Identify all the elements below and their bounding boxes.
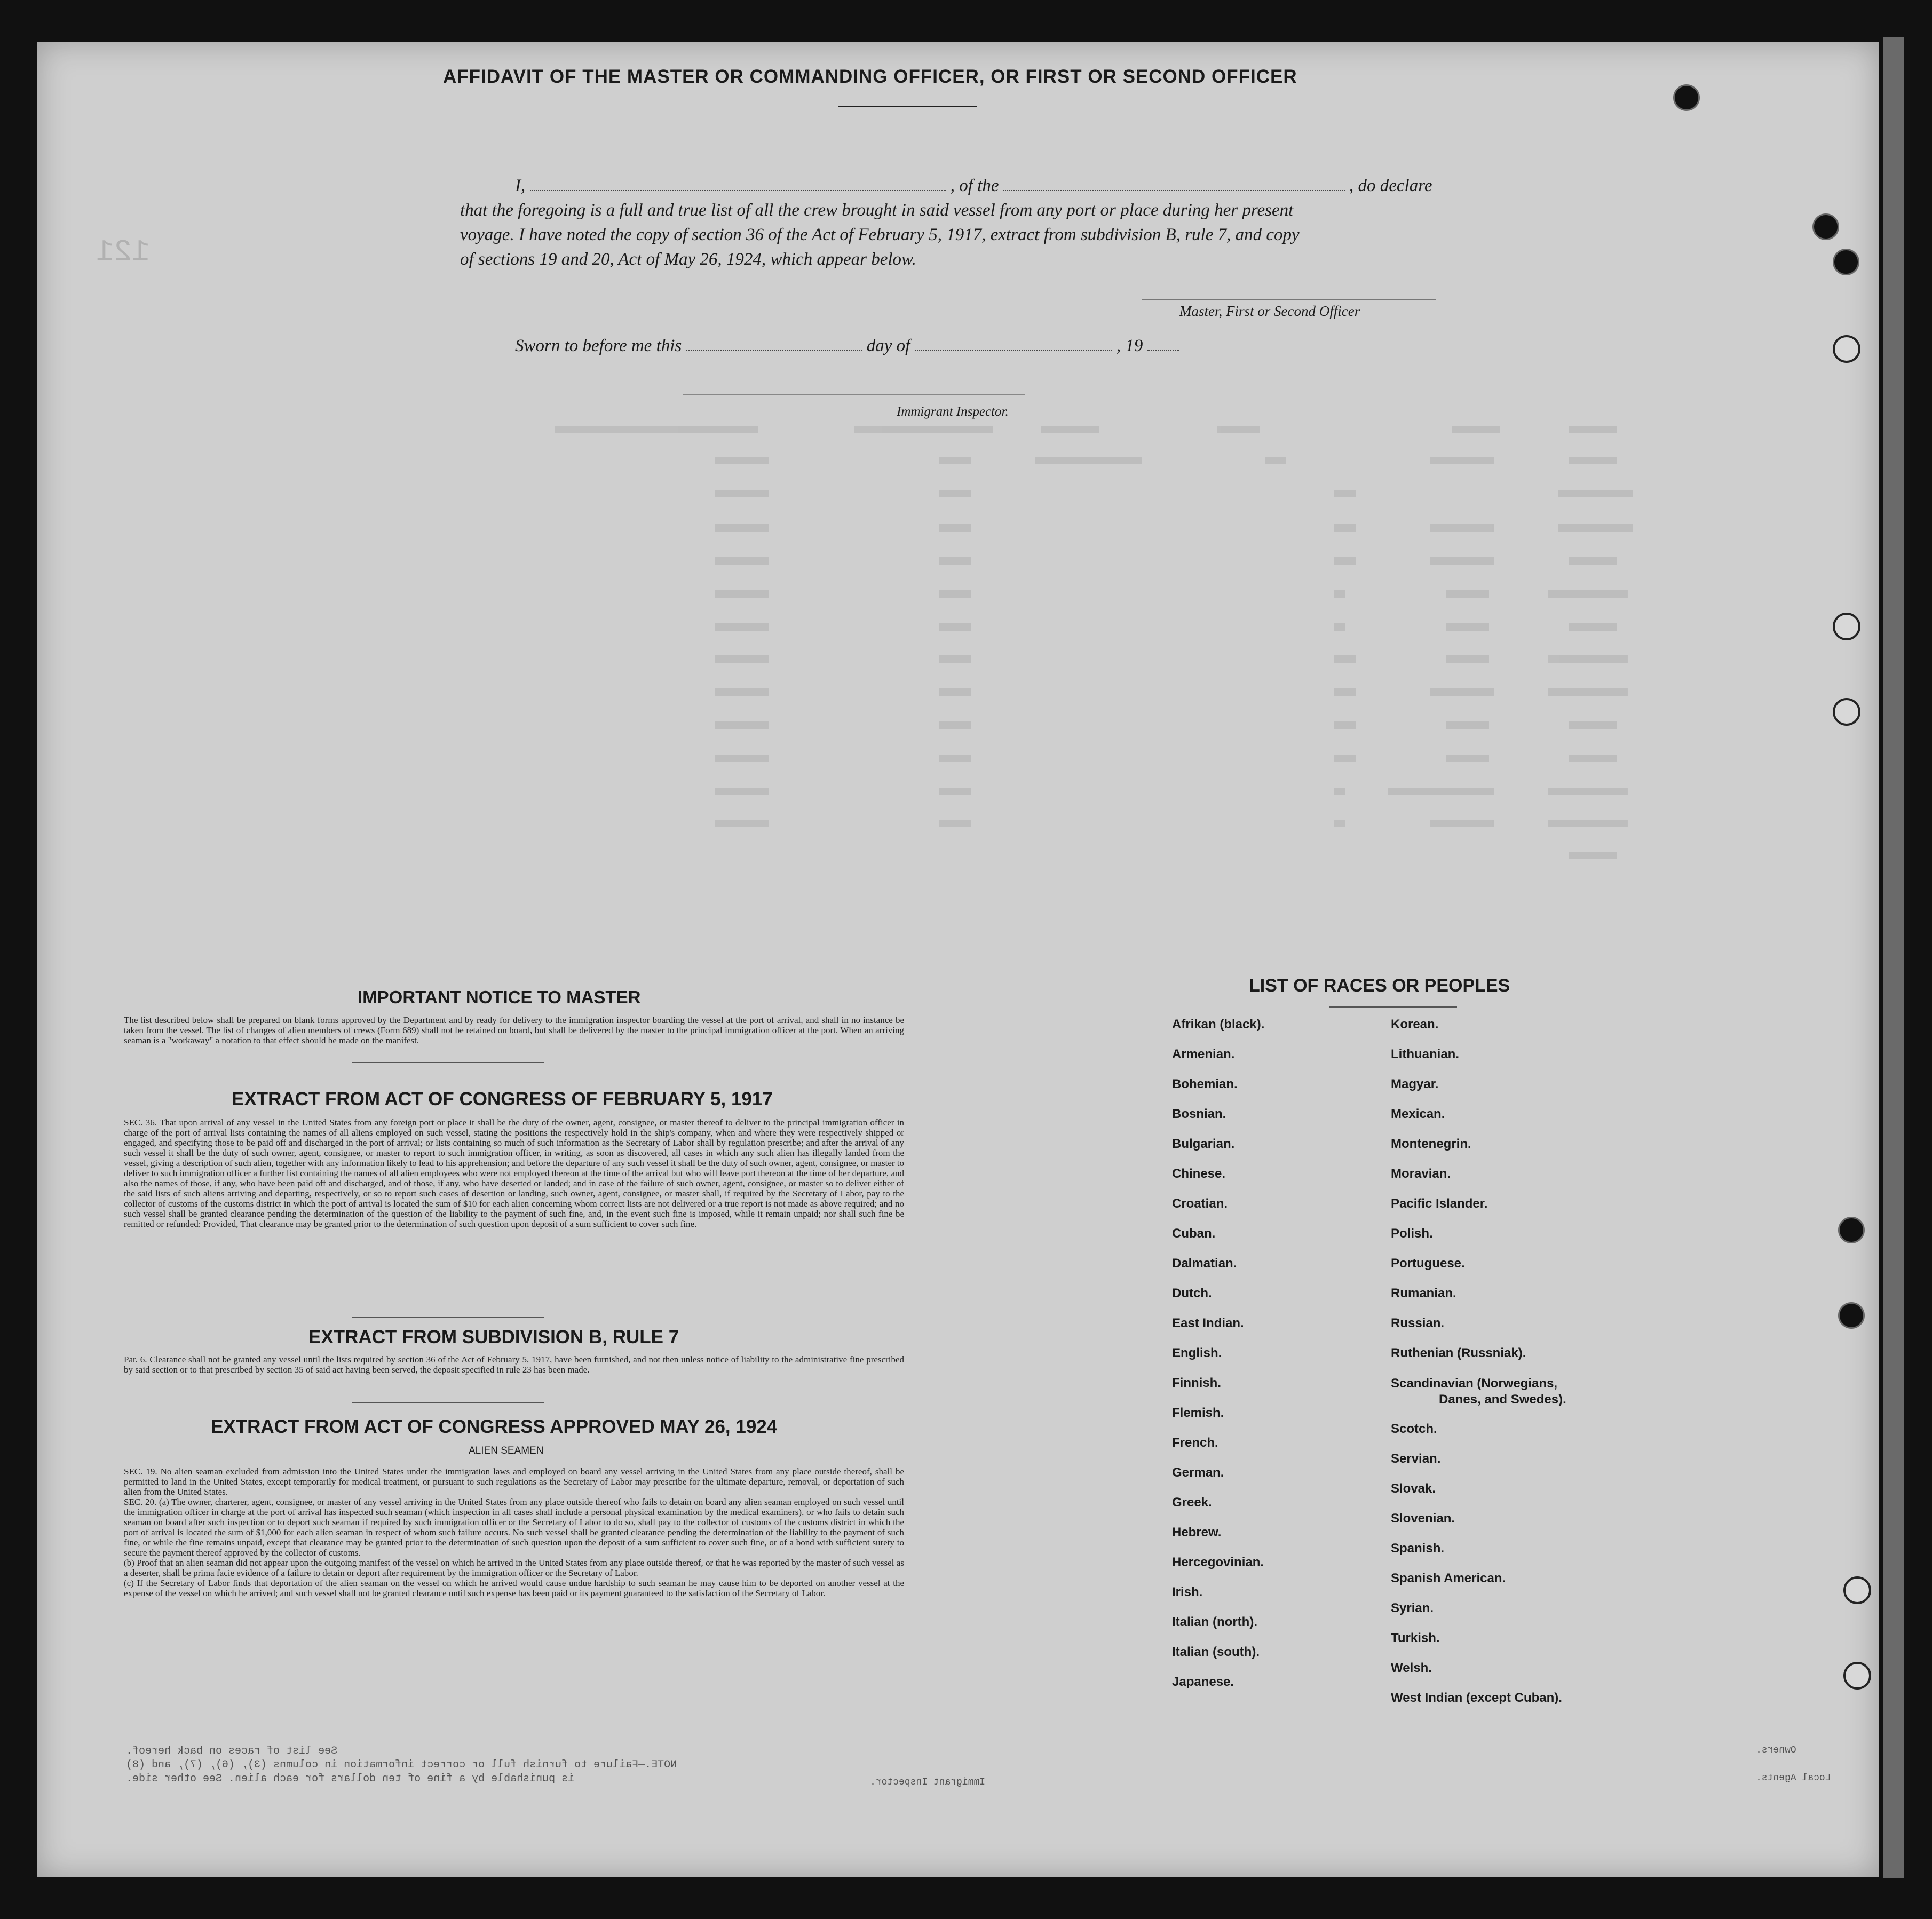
race-item: Scotch. [1391,1422,1437,1436]
mirrored-inspector: Immigrant Inspector. [870,1777,986,1788]
race-item: Rumanian. [1391,1286,1456,1301]
race-item: Italian (south). [1172,1645,1260,1659]
race-item: Lithuanian. [1391,1047,1459,1061]
race-item: Bosnian. [1172,1107,1226,1121]
punch-hole-icon [1812,213,1839,240]
races-left-column [1172,1010,1264,1697]
declaration-line-2: that the foregoing is a full and true list of all the crew brought in said vessel from any port or place during her present [460,201,1294,220]
race-item: Croatian. [1172,1196,1228,1211]
section-rule [352,1402,544,1403]
races-title: LIST OF RACES OR PEOPLES [1249,976,1510,996]
race-item: Spanish. [1391,1541,1445,1556]
race-item: Dutch. [1172,1286,1212,1301]
section-rule [352,1317,544,1318]
race-item: Bulgarian. [1172,1137,1235,1151]
race-item: Polish. [1391,1226,1433,1241]
race-item: Syrian. [1391,1601,1434,1615]
extract-1924-title: EXTRACT FROM ACT OF CONGRESS APPROVED MAY 26, 1924 [211,1416,778,1437]
race-item: Slovenian. [1391,1511,1455,1526]
mirrored-note-1: See list of races on back hereof. [126,1745,338,1757]
race-item: German. [1172,1465,1224,1480]
race-item: West Indian (except Cuban). [1391,1691,1562,1705]
race-item: Russian. [1391,1316,1445,1330]
punch-hole-icon [1843,1662,1871,1690]
race-item: Servian. [1391,1452,1441,1466]
race-item: Danes, and Swedes). [1439,1392,1566,1407]
race-item: Italian (north). [1172,1615,1257,1629]
race-item: English. [1172,1346,1222,1360]
page-edge [1883,37,1904,1878]
punch-hole-icon [1833,335,1860,363]
section-rule [352,1062,544,1063]
race-item: Moravian. [1391,1167,1451,1181]
declaration-line-1 [515,176,1540,196]
bleed-through-crew-list [203,422,1751,1009]
name-field[interactable] [530,190,946,191]
punch-hole-icon [1833,249,1859,275]
sworn-day-of: day of [866,336,910,355]
notice-body: The list described below shall be prepared on blank forms approved by the Department and by ready for delivery to the immigration inspector boarding the vessel at the port of arrival, and shall in no instance be taken from the vessel. The list of changes of alien members of crews (Form 689) shall not be retained on board, but shall be delivered by the master to the principal immigration officer at the port. When an arriving seaman is a "workaway" a notation to that effect should be made on the manifest. [124,1015,904,1045]
race-item: Hercegovinian. [1172,1555,1264,1569]
race-item: Mexican. [1391,1107,1445,1121]
vessel-field[interactable] [1003,190,1345,191]
race-item: Pacific Islander. [1391,1196,1488,1211]
race-item: Irish. [1172,1585,1203,1599]
sec20-text: SEC. 20. (a) The owner, charterer, agent, consignee, or master of any vessel arriving in the United States from any place outside thereof who fails to detain on board any alien seaman employed on such vessel until the immigration officer in charge at the port of arrival has inspected such seaman (which inspection in all cases shall include a personal physical examination by the medical examiners), or who fails to detain such seaman on board after such inspection or to deport such seaman if required by such immigration officer or the Secretary of Labor to do so, shall pay to the collector of customs of the customs district in which the port of arrival is located the sum of $1,000 for each alien seaman in respect of whom such failure occurs. No such vessel shall be granted clearance pending the determination of the liability to the payment of such fine, or while the fine remains unpaid, except that clearance may be granted prior to the determination of such question upon the deposit of a sum sufficient to cover such fine, or of a bond with sufficient surety to secure the payment thereof approved by the collector of customs. [124,1497,904,1558]
affidavit-title: AFFIDAVIT OF THE MASTER OR COMMANDING OFFICER, OR FIRST OR SECOND OFFICER [443,66,1297,87]
race-item: Turkish. [1391,1631,1440,1645]
declaration-i: I, [515,176,526,195]
mirrored-agents: Local Agents. [1756,1773,1831,1783]
sworn-text: Sworn to before me this [515,336,682,355]
extract-1917-body: SEC. 36. That upon arrival of any vessel in the United States from any foreign port or place it shall be the duty of the owner, agent, consignee, or master thereof to deliver to the principal immigration officer in charge of the port of arrival lists containing the names of all aliens employed on such vessel, stating the positions the respectively hold in the ship's company, when and where they were respectively shipped or engaged, and specifying those to be paid off and discharged in the port of arrival; or lists containing so much of such information as the Secretary of Labor shall by regulation prescribe; and after the arrival of any such vessel it shall be the duty of such owner, agent, consignee, or master to report to such immigration officer, in writing, as soon as discovered, all cases in which any such alien has illegally landed from the vessel, giving a description of such alien, together with any information likely to lead to his apprehension; and before the departure of any such vessel it shall be the duty of such owner, agent, consignee, or master to deliver to such immigration officer a further list containing the names of all alien employees who were not employed thereon at the time of the arrival but who will leave port thereon at the time of her departure, and also the names of those, if any, who have been paid off and discharged, and of those, if any, who have deserted or landed; and in case of the failure of such owner, agent, consignee, or master so to deliver either of the said lists of such aliens arriving and departing, respectively, or so to report such cases of desertion or landing, such owner, agent, consignee, or master shall, if required by the Secretary of Labor, pay to the collector of customs of the customs district in which the port of arrival is located the sum of $10 for each alien concerning whom correct lists are not delivered or a true report is not made as above required; and no such vessel shall be granted clearance pending the determination of the question of the liability to the payment of such fine, and, in the event such fine is imposed, while it remain unpaid; nor shall such fine be remitted or refunded: Provided, That clearance may be granted prior to the determination of such question upon deposit of a sum sufficient to cover such fine. [124,1117,904,1229]
race-item: Greek. [1172,1495,1212,1510]
sec19-text: SEC. 19. No alien seaman excluded from admission into the United States under the immigration laws and employed on board any vessel arriving in the United States from any place outside thereof, shall be permitted to land in the United States, except temporarily for medical treatment, or pursuant to such regulations as the Secretary of Labor may prescribe for the ultimate departure, removal, or deportation of such alien from the United States. [124,1466,904,1497]
race-item: French. [1172,1436,1218,1450]
punch-hole-icon [1833,698,1860,726]
declaration-of-the: , of the [950,176,999,195]
race-item: East Indian. [1172,1316,1244,1330]
master-label: Master, First or Second Officer [1179,303,1360,319]
inspector-signature-line[interactable] [683,394,1025,395]
race-item: Slovak. [1391,1481,1436,1496]
rule7-body: Par. 6. Clearance shall not be granted any vessel until the lists required by section 36 of the Act of February 5, 1917, have been furnished, and not then unless notice of liability to the administrative fine prescribed by said section or to that prescribed by section 35 of said act having been served, the deposit specified in rule 23 has been made. [124,1354,904,1375]
punch-hole-icon [1673,84,1700,111]
race-item: Spanish American. [1391,1571,1506,1585]
race-item: Scandinavian (Norwegians, [1391,1376,1558,1391]
races-right-column [1391,1010,1566,1713]
extract-1924-body [124,1466,904,1598]
mirrored-owners: Owners. [1756,1745,1796,1756]
race-item: Hebrew. [1172,1525,1222,1540]
race-item: Flemish. [1172,1406,1224,1420]
extract-1924-subtitle: ALIEN SEAMEN [469,1445,544,1456]
race-item: Japanese. [1172,1675,1234,1689]
sec20c-text: (c) If the Secretary of Labor finds that deportation of the alien seaman on the vessel on which he arrived would cause undue hardship to such seaman he may cause him to be deported on another vessel at the expense of the vessel on which he arrived; and such vessel shall not be granted clearance until such expense has been paid or its payment guaranteed to the satisfaction of the Secretary of Labor. [124,1578,904,1598]
punch-hole-icon [1838,1302,1865,1329]
race-item: Montenegrin. [1391,1137,1471,1151]
inspector-label: Immigrant Inspector. [897,405,1009,419]
race-item: Armenian. [1172,1047,1235,1061]
race-item: Bohemian. [1172,1077,1238,1091]
race-item: Portuguese. [1391,1256,1465,1271]
sworn-day-field[interactable] [686,350,862,351]
punch-hole-icon [1838,1217,1865,1243]
race-item: Korean. [1391,1017,1439,1032]
race-item: Afrikan (black). [1172,1017,1265,1032]
race-item: Magyar. [1391,1077,1439,1091]
punch-hole-icon [1833,613,1860,640]
mirrored-note-3: is punishable by a fine of ten dollars for each alien. See other side. [126,1773,575,1785]
sworn-line [515,336,1540,356]
sworn-year: , 19 [1116,336,1143,355]
races-rule [1329,1006,1457,1008]
title-rule [838,106,977,107]
declaration-line-3: voyage. I have noted the copy of section 36 of the Act of February 5, 1917, extract from subdivision B, rule 7, and copy [460,225,1300,244]
declaration-declare: , do declare [1349,176,1432,195]
race-item: Welsh. [1391,1661,1432,1675]
punch-hole-icon [1843,1576,1871,1604]
race-item: Finnish. [1172,1376,1221,1390]
sworn-year-field[interactable] [1147,350,1179,351]
race-item: Dalmatian. [1172,1256,1237,1271]
extract-1917-title: EXTRACT FROM ACT OF CONGRESS OF FEBRUARY 5, 1917 [232,1089,773,1109]
master-signature-line[interactable] [1142,299,1436,300]
notice-title: IMPORTANT NOTICE TO MASTER [358,987,641,1007]
bleed-through-marks [203,422,1751,1009]
race-item: Chinese. [1172,1167,1226,1181]
race-item: Ruthenian (Russniak). [1391,1346,1526,1360]
declaration-line-4: of sections 19 and 20, Act of May 26, 1924, which appear below. [460,250,916,269]
sworn-month-field[interactable] [915,350,1112,351]
rule7-title: EXTRACT FROM SUBDIVISION B, RULE 7 [308,1327,679,1347]
sec20b-text: (b) Proof that an alien seaman did not appear upon the outgoing manifest of the vessel on which he arrived in the United States from any place outside thereof, or that he was reported by the master of such vessel as a deserter, shall be prima facie evidence of a failure to detain or deport after requirement by the immigration officer or the Secretary of Labor. [124,1558,904,1578]
mirrored-note-2: NOTE.—Failure to furnish full or correct information in columns (3), (6), (7), and (8) [126,1759,677,1771]
race-item: Cuban. [1172,1226,1216,1241]
mirrored-page-number: 121 [96,235,150,269]
